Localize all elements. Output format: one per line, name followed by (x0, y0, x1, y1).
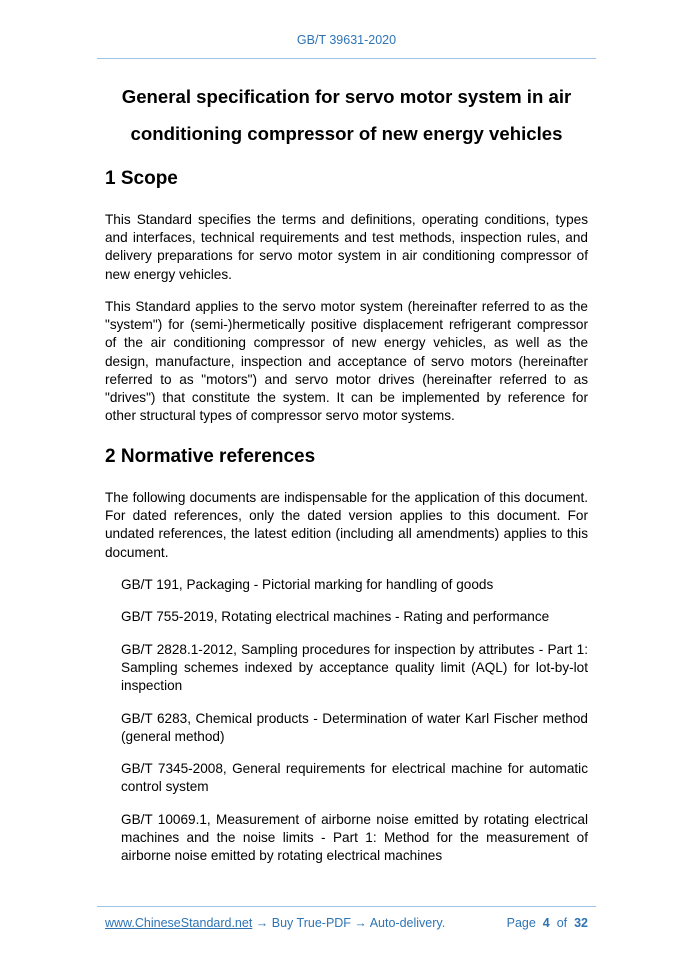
reference-item: GB/T 755-2019, Rotating electrical machines - Rating and performance (121, 609, 550, 624)
reference-item: GB/T 10069.1, Measurement of airborne noise emitted by rotating electrical machines and the noise limits - Part 1: Method for the measurement of airborne noise emitted by rotating electrical machines (121, 812, 588, 864)
footer-promo (105, 916, 445, 930)
page-label: Page (506, 916, 536, 930)
reference-item: GB/T 191, Packaging - Pictorial marking for handling of goods (121, 577, 494, 592)
header-divider (97, 58, 596, 59)
page-current: 4 (542, 916, 550, 930)
scope-paragraph-2: This Standard applies to the servo motor system (hereinafter referred to as the "system") for (semi-)hermetically positive displacement refrigerant compressor of the air conditioning compressor of new energy vehicles, as well as the design, manufacture, inspection and acceptance of servo motors (hereinafter referred to as "motors") and servo motor drives (hereinafter referred to as "drives") that constitute the system. It can be implemented by reference for other structural types of compressor servo motor systems. (105, 299, 588, 424)
section-heading-scope: 1 Scope (105, 168, 178, 189)
title-line-1: General specification for servo motor system in air (121, 86, 572, 107)
title-line-2: conditioning compressor of new energy vehicles (130, 123, 563, 144)
scope-paragraph-1: This Standard specifies the terms and definitions, operating conditions, types and interfaces, technical requirements and test methods, inspection rules, and delivery preparations for servo motor system in air conditioning compressor of new energy vehicles. (105, 212, 588, 282)
document-title (100, 78, 593, 152)
page-total: 32 (574, 916, 588, 930)
normative-intro-paragraph: The following documents are indispensable for the application of this document. For dated references, only the dated version applies to this document. For undated references, the latest edition (including all amendments) applies to this document. (105, 490, 588, 560)
page-footer (105, 916, 588, 930)
page-of: of (556, 916, 568, 930)
footer-divider (97, 906, 596, 907)
page-header: GB/T 39631-2020 (296, 33, 397, 47)
page-number (507, 916, 588, 930)
reference-item: GB/T 7345-2008, General requirements for electrical machine for automatic control system (121, 761, 588, 795)
footer-tagline: → Buy True-PDF → Auto-delivery. (252, 916, 446, 930)
reference-item: GB/T 2828.1-2012, Sampling procedures for inspection by attributes - Part 1: Sampling schemes indexed by acceptance quality limit (AQL) for lot-by-lot inspection (121, 642, 588, 694)
website-link[interactable]: www.ChineseStandard.net (105, 916, 253, 930)
reference-item: GB/T 6283, Chemical products - Determination of water Karl Fischer method (general method) (121, 711, 588, 745)
section-heading-normative-references: 2 Normative references (105, 446, 316, 467)
